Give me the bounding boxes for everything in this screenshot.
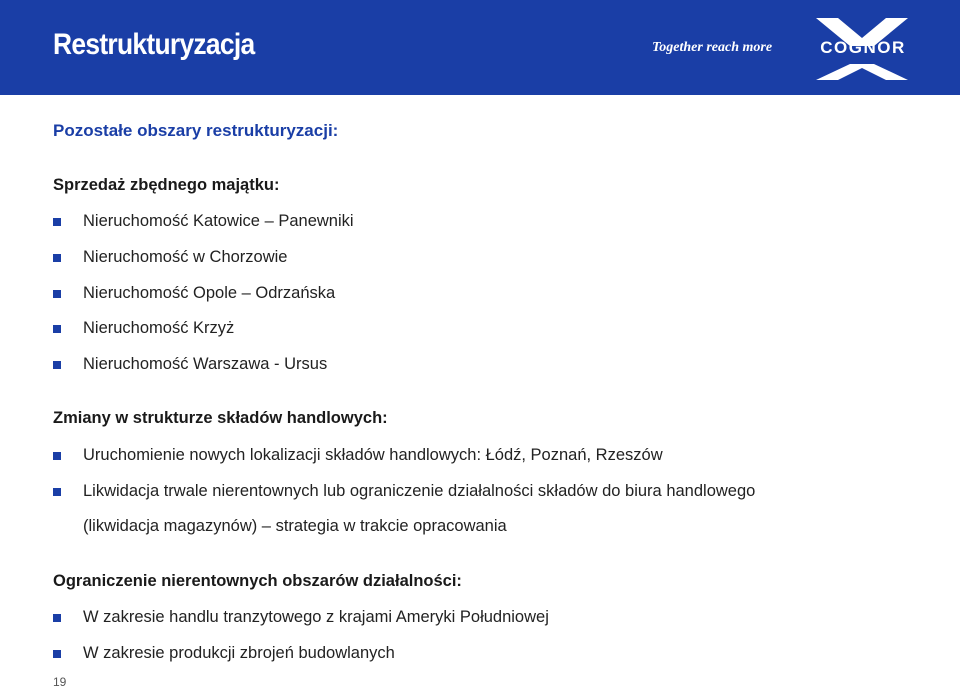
page-title: Restrukturyzacja (53, 28, 255, 61)
square-bullet-icon (53, 361, 61, 369)
square-bullet-icon (53, 614, 61, 622)
page-number: 19 (53, 675, 67, 689)
list-item-continuation: (likwidacja magazynów) – strategia w trakcie opracowania (83, 517, 507, 535)
square-bullet-icon (53, 452, 61, 460)
square-bullet-icon (53, 325, 61, 333)
logo-text: COGNOR (820, 38, 906, 57)
square-bullet-icon (53, 218, 61, 226)
tagline: Together reach more (652, 40, 773, 55)
group-heading-warehouses: Zmiany w strukturze składów handlowych: (53, 409, 388, 427)
square-bullet-icon (53, 488, 61, 496)
section-heading: Pozostałe obszary restrukturyzacji: (53, 121, 339, 140)
square-bullet-icon (53, 290, 61, 298)
square-bullet-icon (53, 650, 61, 658)
group-heading-limitations: Ograniczenie nierentownych obszarów działalności: (53, 572, 462, 590)
group-heading-asset-sale: Sprzedaż zbędnego majątku: (53, 176, 280, 194)
square-bullet-icon (53, 254, 61, 262)
